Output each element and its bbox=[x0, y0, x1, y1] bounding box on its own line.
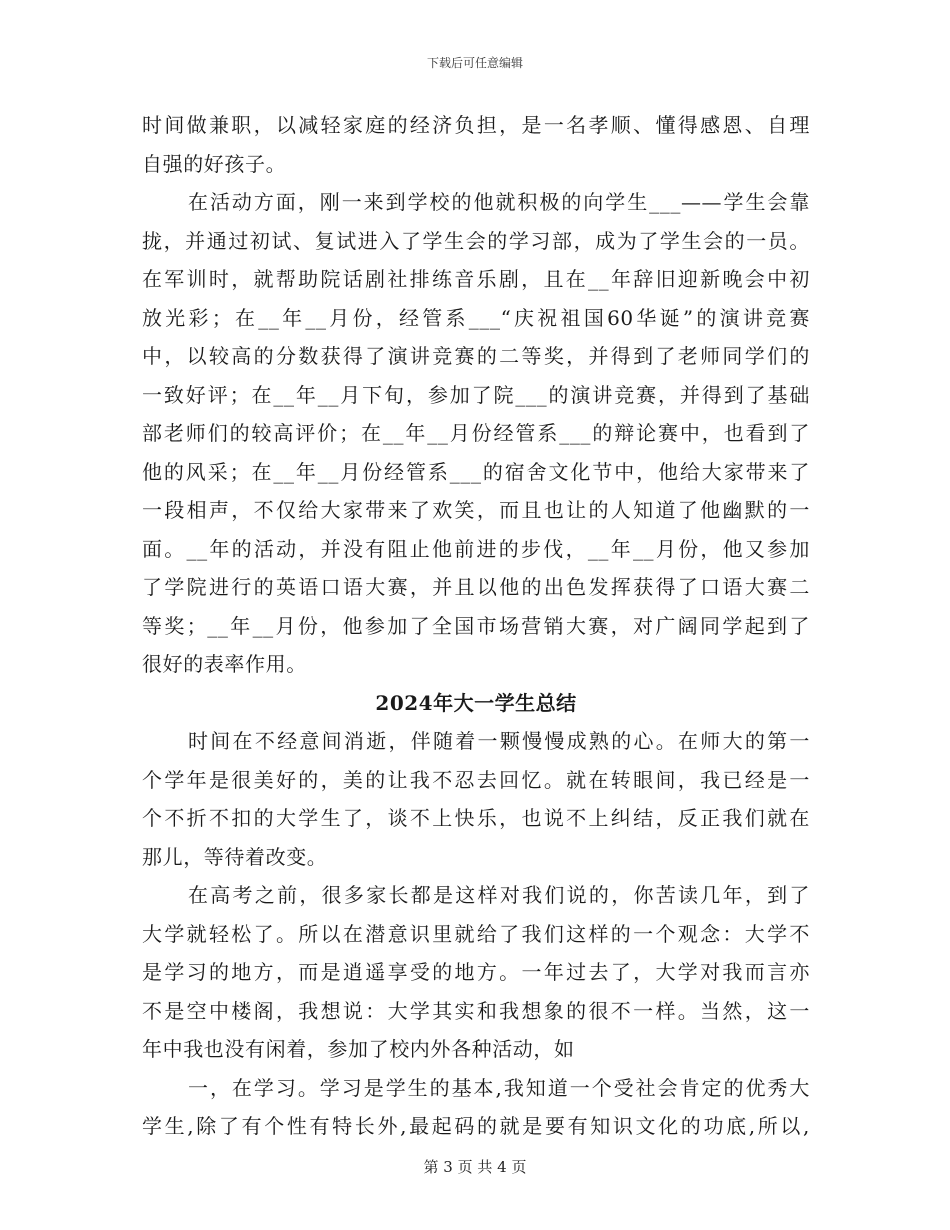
text-line: 时间做兼职，以减轻家庭的经济负担，是一名孝顺、懂得感恩、自理 bbox=[142, 113, 810, 137]
text-line: 不是空中楼阁，我想说：大学其实和我想象的很不一样。当然，这一 bbox=[142, 998, 810, 1023]
text-line: 了学院进行的英语口语大赛，并且以他的出色发挥获得了口语大赛二 bbox=[142, 575, 810, 599]
paragraph-start-line: 一，在学习。学习是学生的基本,我知道一个受社会肯定的优秀大 bbox=[188, 1075, 810, 1100]
text-line: 个学年是很美好的，美的让我不忍去回忆。就在转眼间，我已经是一 bbox=[142, 767, 810, 792]
text-line: 部老师们的较高评价；在__年__月份经管系___的辩论赛中，也看到了 bbox=[142, 421, 810, 445]
text-line: 年中我也没有闲着，参加了校内外各种活动，如 bbox=[142, 1037, 575, 1061]
text-line: 自强的好孩子。 bbox=[142, 151, 287, 176]
section-heading: 2024年大一学生总结 bbox=[375, 690, 577, 715]
text-line: 在军训时，就帮助院话剧社排练音乐剧，且在__年辞旧迎新晚会中初 bbox=[142, 267, 810, 291]
paragraph-start-line: 在活动方面，刚一来到学校的他就积极的向学生___——学生会靠 bbox=[188, 190, 810, 214]
text-line: 中，以较高的分数获得了演讲竞赛的二等奖，并得到了老师同学们的 bbox=[142, 344, 810, 368]
text-line: 那儿，等待着改变。 bbox=[142, 844, 328, 869]
paragraph-start-line: 在高考之前，很多家长都是这样对我们说的，你苦读几年，到了 bbox=[188, 883, 810, 907]
text-line: 他的风采；在__年__月份经管系___的宿舍文化节中，他给大家带来了 bbox=[142, 459, 810, 484]
text-line: 是学习的地方，而是逍遥享受的地方。一年过去了，大学对我而言亦 bbox=[142, 960, 810, 984]
text-line: 放光彩；在__年__月份，经管系___“庆祝祖国60华诞”的演讲竞赛 bbox=[142, 305, 810, 330]
text-line: 一致好评；在__年__月下旬，参加了院___的演讲竞赛，并得到了基础 bbox=[142, 382, 810, 407]
text-line: 拢，并通过初试、复试进入了学生会的学习部，成为了学生会的一员。 bbox=[142, 228, 810, 253]
text-line: 学生,除了有个性有特长外,最起码的就是要有知识文化的功底,所以, bbox=[142, 1114, 810, 1138]
text-line: 个不折不扣的大学生了，谈不上快乐，也说不上纠结，反正我们就在 bbox=[142, 806, 810, 830]
document-body bbox=[142, 106, 810, 1146]
page-number-footer: 第 3 页 共 4 页 bbox=[423, 1158, 527, 1176]
page-header: 下载后可任意编辑 bbox=[426, 56, 523, 70]
text-line: 很好的表率作用。 bbox=[142, 652, 307, 676]
text-line: 等奖；__年__月份，他参加了全国市场营销大赛，对广阔同学起到了 bbox=[142, 613, 810, 638]
text-line: 大学就轻松了。所以在潜意识里就给了我们这样的一个观念：大学不 bbox=[142, 921, 810, 946]
text-line: 面。__年的活动，并没有阻止他前进的步伐，__年__月份，他又参加 bbox=[142, 536, 810, 561]
text-line: 一段相声，不仅给大家带来了欢笑，而且也让的人知道了他幽默的一 bbox=[142, 498, 810, 522]
paragraph-start-line: 时间在不经意间消逝，伴随着一颗慢慢成熟的心。在师大的第一 bbox=[188, 729, 810, 753]
